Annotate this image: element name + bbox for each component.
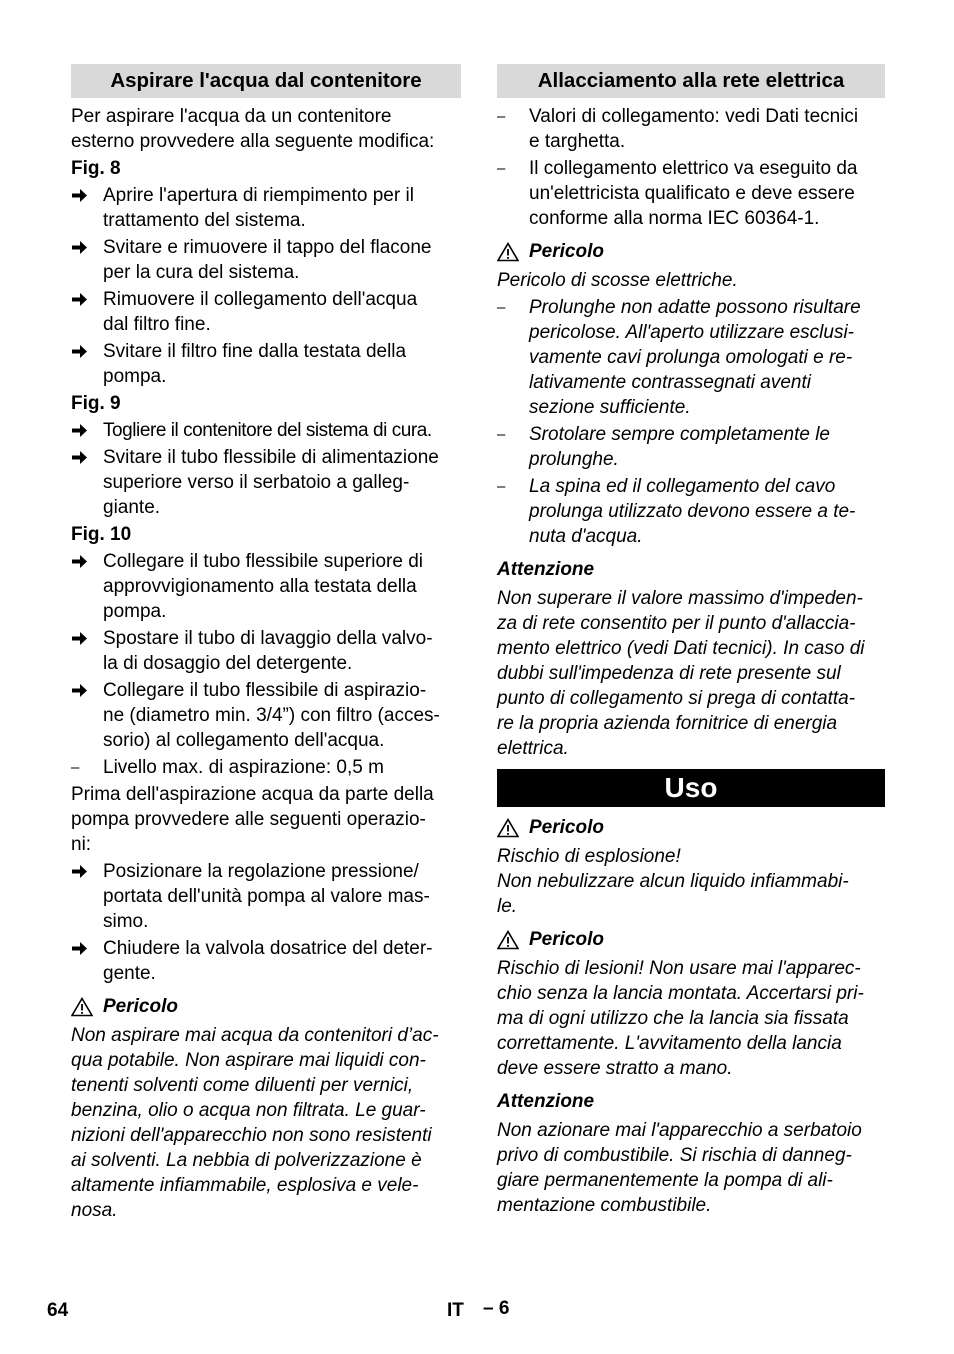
step-item: Spostare il tubo di lavaggio della valvo- la di dosaggio del detergente. [71,626,461,676]
attention-heading: Attenzione [497,559,595,580]
fig-8-label: Fig. 8 [71,158,121,179]
danger-heading: Pericolo [497,815,885,840]
arrow-right-icon [71,287,95,315]
dash-item: – Il collegamento elettrico va eseguito da un'elettricista qualificato e deve essere conforme alla norma IEC 60364-1. [497,158,858,229]
arrow-right-icon [71,418,95,446]
step-item: Togliere il contenitore del sistema di cura. [71,418,461,443]
section-heading-aspirare: Aspirare l'acqua dal contenitore [71,64,461,98]
warning-triangle-icon [71,997,93,1017]
step-item: Posizionare la regolazione pressione/ portata dell'unità pompa al valore mas- simo. [71,859,461,934]
danger-heading: Pericolo [71,994,461,1019]
arrow-right-icon [71,339,95,367]
right-column [497,64,885,1218]
arrow-right-icon [71,678,95,706]
arrow-right-icon [71,859,95,887]
step-item: Collegare il tubo flessibile superiore di approvvigionamento alla testata della pompa. [71,549,461,624]
arrow-right-icon [71,549,95,577]
attention-heading: Attenzione [497,1091,595,1112]
page-number: 64 [47,1300,69,1321]
step-item: Svitare il filtro fine dalla testata della pompa. [71,339,461,389]
danger-text: Rischio di lesioni! Non usare mai l'apparec- chio senza la lancia montata. Accertarsi pri- ma di ogni utilizzo che la lancia sia fissata correttamente. L'avvitamento della lancia deve essere stratto a mano. [497,958,864,1079]
step-item: Chiudere la valvola dosatrice del deter- gente. [71,936,461,986]
attention-text: Non superare il valore massimo d'impeden- za di rete consentito per il punto d'allaccia- mento elettrico (vedi Dati tecnici). In caso di dubbi sull'impedenza di rete presente sul punto di collegamento si prega di contatta- re la propria azienda fornitrice di energia elettrica. [497,588,865,759]
arrow-right-icon [71,183,95,211]
danger-text: Rischio di esplosione! Non nebulizzare alcun liquido infiammabi- le. [497,846,849,917]
dash-item: – Prolunghe non adatte possono risultare pericolose. All'aperto utilizzare esclusi- vamente cavi prolunga omologati e re- lativamente contrassegnati aventi sezione sufficiente. [497,297,861,418]
fig-9-label: Fig. 9 [71,393,121,414]
dash-bullet: – [497,478,506,495]
danger-text: Non aspirare mai acqua da contenitori d’ac- qua potabile. Non aspirare mai liquidi con- tenenti solventi come diluenti per vernici, benzina, olio o acqua non filtrata. Le guar- nizioni dell'apparecchio non sono resistenti ai solventi. La nebbia di polverizzazione è altamente infiammabile, esplosiva e vele- nosa. [71,1025,439,1221]
dash-bullet: – [497,108,506,125]
step-item: Svitare il tubo flessibile di alimentazione superiore verso il serbatoio a galleg- giante. [71,445,461,520]
danger-heading: Pericolo [497,927,885,952]
step-item: Svitare e rimuovere il tappo del flacone per la cura del sistema. [71,235,461,285]
intro-text: Per aspirare l'acqua da un contenitore esterno provvedere alla seguente modifica: [71,106,435,152]
arrow-right-icon [71,235,95,263]
dash-bullet: – [71,759,80,776]
dash-item: – Valori di collegamento: vedi Dati tecnici e targhetta. [497,106,859,152]
dash-bullet: – [497,160,506,177]
fig-10-label: Fig. 10 [71,524,132,545]
warning-triangle-icon [497,242,519,262]
danger-heading: Pericolo [497,239,885,264]
dash-item: – Livello max. di aspirazione: 0,5 m [71,757,384,778]
step-item: Collegare il tubo flessibile di aspirazio- ne (diametro min. 3/4”) con filtro (acces- sorio) al collegamento dell'acqua. [71,678,461,753]
danger-intro: Pericolo di scosse elettriche. [497,270,738,291]
dash-bullet: – [497,299,506,316]
left-column [71,64,461,1223]
attention-text: Non azionare mai l'apparecchio a serbatoio privo di combustibile. Si rischia di danneg- giare permanentemente la pompa di ali- mentazione combustibile. [497,1120,862,1216]
dash-item: – Srotolare sempre completamente le prolunghe. [497,424,830,470]
language-code: IT [447,1300,464,1321]
section-heading-uso: Uso [497,769,885,807]
dash-item: – La spina ed il collegamento del cavo prolunga utilizzato devono essere a te- nuta d'acqua. [497,476,856,547]
arrow-right-icon [71,936,95,964]
arrow-right-icon [71,626,95,654]
section-heading-allacciamento: Allacciamento alla rete elettrica [497,64,885,98]
dash-bullet: – [497,426,506,443]
arrow-right-icon [71,445,95,473]
step-item: Rimuovere il collegamento dell'acqua dal filtro fine. [71,287,461,337]
warning-triangle-icon [497,818,519,838]
sub-page-number: – 6 [483,1298,510,1319]
step-item: Aprire l'apertura di riempimento per il trattamento del sistema. [71,183,461,233]
warning-triangle-icon [497,930,519,950]
before-text: Prima dell'aspirazione acqua da parte della pompa provvedere alle seguenti operazio- ni: [71,784,434,855]
